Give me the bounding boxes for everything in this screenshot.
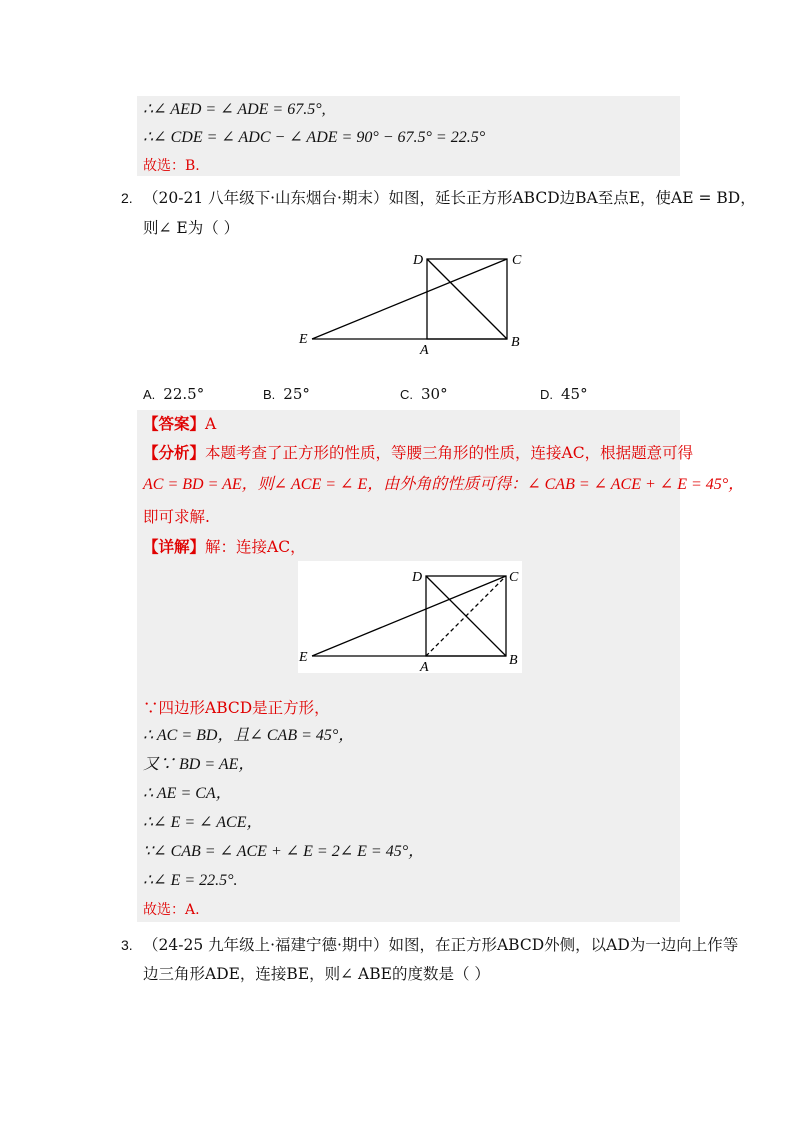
q2-number: 2. <box>121 190 133 206</box>
q2-analysis-line-1 <box>143 443 693 463</box>
analysis-text-2: AC = BD = AE，则∠ ACE = ∠ E，由外角的性质可得：∠ CAB = ∠ ACE + ∠ E = 45°， <box>143 476 745 493</box>
q2-detail-intro <box>143 537 306 557</box>
q2-step-5: ∴∠ E = ∠ ACE， <box>143 814 263 831</box>
q2-option-b-text: 25° <box>283 385 310 403</box>
q2-option-d-key: D. <box>540 387 553 402</box>
q2-option-d-text: 45° <box>561 385 588 403</box>
q2-stem-line-2: 则∠ E为（ ） <box>143 219 240 237</box>
q2-step-3: 又∵ BD = AE， <box>143 756 255 773</box>
analysis-text-1: 本题考查了正方形的性质，等腰三角形的性质，连接AC，根据题意可得 <box>205 444 694 462</box>
q2-option-c-text: 30° <box>421 385 448 403</box>
prev-solution-line-2: ∴∠ CDE = ∠ ADC − ∠ ADE = 90° − 67.5° = 22.5° <box>143 129 486 146</box>
q2-detail-figure <box>298 561 522 673</box>
q2-option-a-key: A. <box>143 387 156 402</box>
diagonal-db <box>427 259 507 339</box>
segment-ec-2 <box>312 576 506 656</box>
q2-option-a[interactable] <box>143 385 204 403</box>
q2-option-a-text: 22.5° <box>163 385 205 403</box>
label-d-2: D <box>412 570 423 585</box>
q2-step-6: ∵∠ CAB = ∠ ACE + ∠ E = 2∠ E = 45°， <box>143 843 425 860</box>
analysis-tag: 【分析】 <box>143 443 206 462</box>
q2-option-b[interactable] <box>263 385 310 403</box>
label-a: A <box>420 343 429 358</box>
q2-analysis-line-2 <box>143 475 744 495</box>
answer-tag: 【答案】 <box>143 414 206 433</box>
detail-tag: 【详解】 <box>143 537 206 556</box>
label-e: E <box>299 332 308 347</box>
q2-step-2: ∴ AC = BD，且∠ CAB = 45°， <box>143 727 355 744</box>
label-b: B <box>511 335 520 350</box>
label-d: D <box>413 253 424 268</box>
segment-ec <box>312 259 507 339</box>
q2-option-b-key: B. <box>263 387 276 402</box>
q2-option-c[interactable] <box>400 385 448 403</box>
q2-stem-line-1: （20-21 八年级下·山东烟台·期末）如图，延长正方形ABCD边BA至点E，使AE = BD， <box>143 189 756 207</box>
q2-option-d[interactable] <box>540 385 588 403</box>
label-a-2: A <box>420 660 429 673</box>
answer-value: A <box>205 415 217 433</box>
q2-answer <box>143 414 216 434</box>
label-b-2: B <box>509 653 518 668</box>
label-e-2: E <box>299 650 308 665</box>
q2-figure <box>295 248 535 360</box>
q3-number: 3. <box>121 937 133 953</box>
q2-step-8: 故选：A. <box>143 902 200 918</box>
prev-solution-choice: 故选：B. <box>143 158 200 174</box>
q2-option-c-key: C. <box>400 387 413 402</box>
detail-intro-text: 解：连接AC， <box>205 538 306 556</box>
q2-step-4: ∴ AE = CA， <box>143 785 232 802</box>
q2-step-7: ∴∠ E = 22.5°. <box>143 872 238 889</box>
q3-stem-line-2: 边三角形ADE，连接BE，则∠ ABE的度数是（ ） <box>143 965 490 983</box>
q2-step-1: ∵四边形ABCD是正方形， <box>143 699 330 717</box>
q3-stem-line-1: （24-25 九年级上·福建宁德·期中）如图，在正方形ABCD外侧，以AD为一边向上作等 <box>143 936 739 954</box>
prev-solution-line-1: ∴∠ AED = ∠ ADE = 67.5°, <box>143 101 326 118</box>
q2-analysis-line-3: 即可求解. <box>143 508 210 526</box>
label-c-2: C <box>509 570 519 585</box>
label-c: C <box>512 253 522 268</box>
